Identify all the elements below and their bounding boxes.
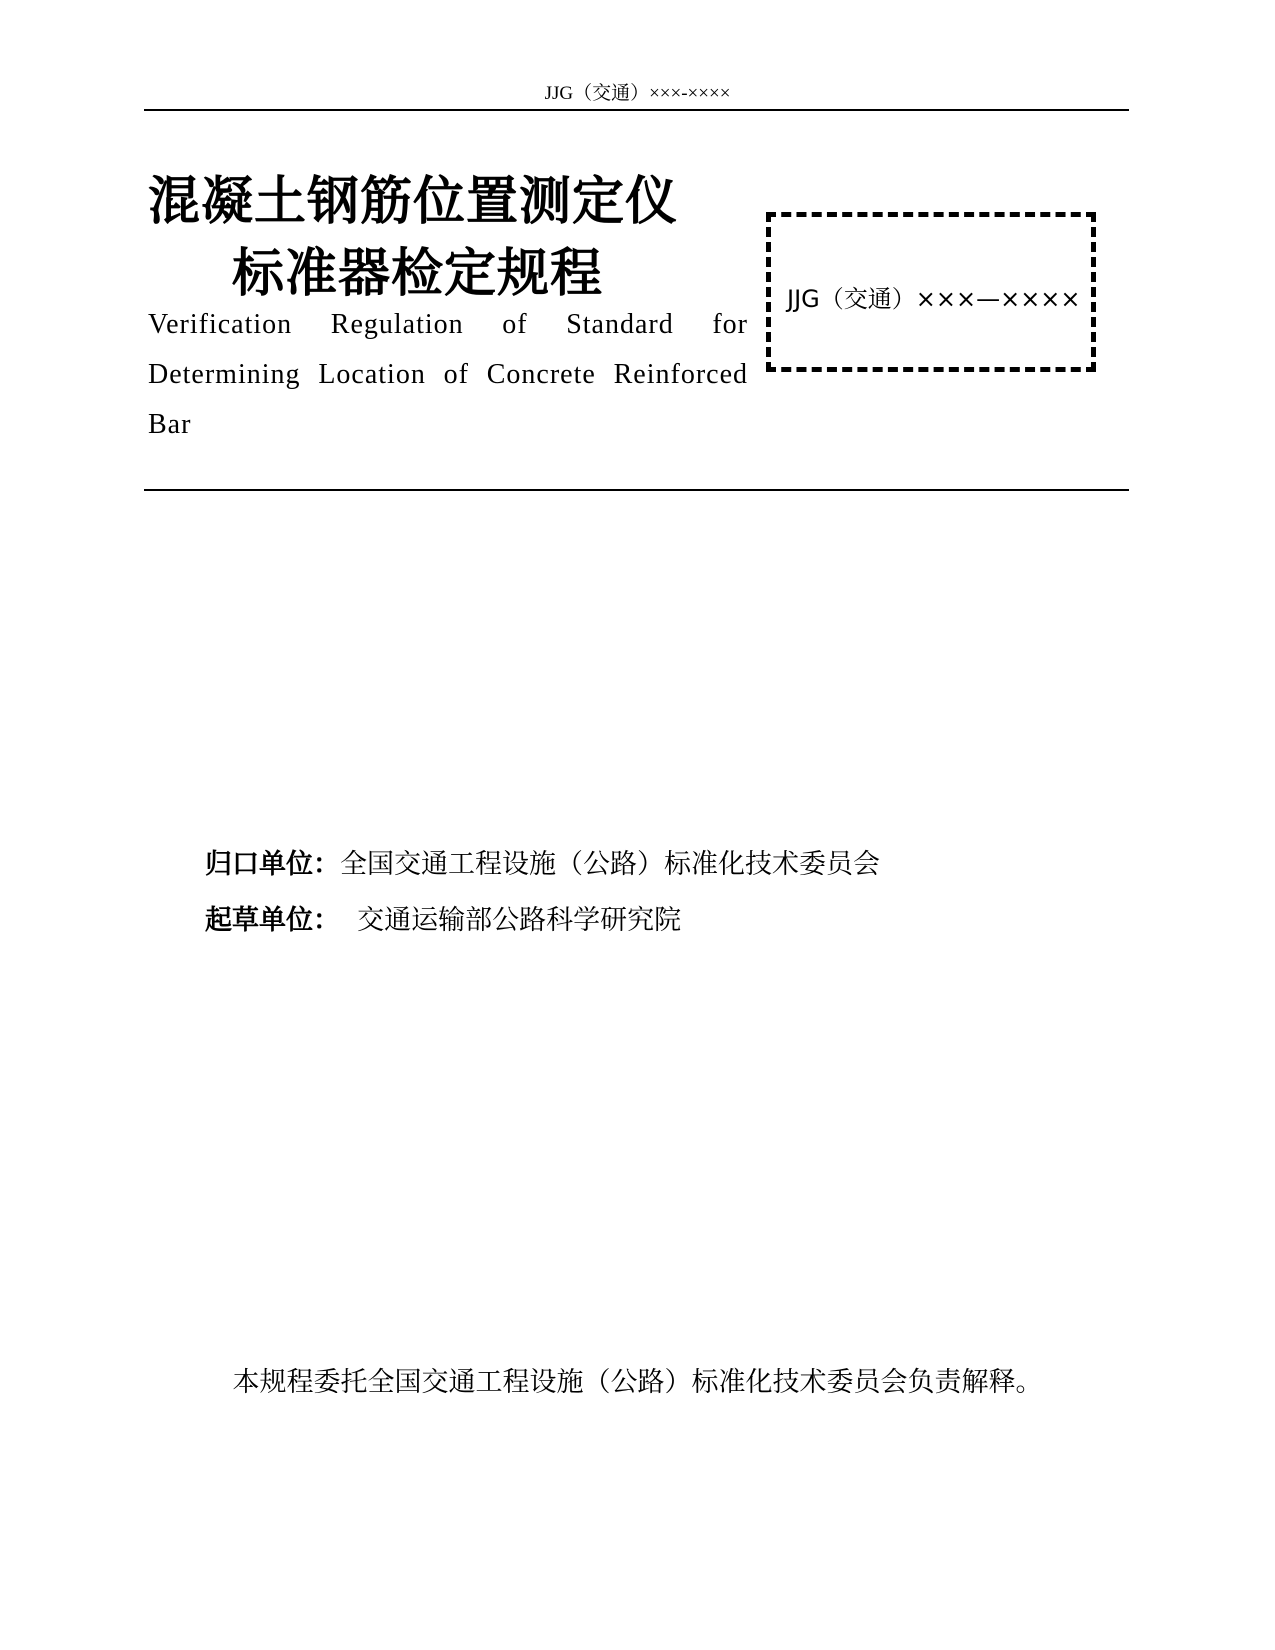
responsible-unit-row	[205, 842, 880, 881]
responsible-unit-value: 全国交通工程设施（公路）标准化技术委员会	[340, 849, 880, 880]
interpretation-note: 本规程委托全国交通工程设施（公路）标准化技术委员会负责解释。	[232, 1367, 1043, 1398]
header-standard-code: JJG（交通）×××-××××	[544, 83, 731, 104]
drafting-unit-row	[205, 898, 681, 937]
title-rule	[144, 489, 1129, 491]
title-chinese-line-1: 混凝土钢筋位置测定仪	[148, 172, 679, 232]
header-rule	[144, 109, 1129, 111]
drafting-unit-label: 起草单位：	[205, 905, 340, 936]
title-english: Verification Regulation of Standard for Determining Location of Concrete Reinforced Bar	[148, 309, 748, 440]
standard-code-box	[766, 212, 1096, 372]
standard-code-box-text: JJG（交通）×××—××××	[787, 285, 1081, 313]
drafting-unit-value: 交通运输部公路科学研究院	[357, 905, 682, 936]
title-block	[148, 166, 748, 310]
title-chinese	[148, 166, 748, 310]
responsible-unit-label: 归口单位：	[205, 849, 340, 880]
title-chinese-line-2: 标准器检定规程	[232, 244, 604, 304]
